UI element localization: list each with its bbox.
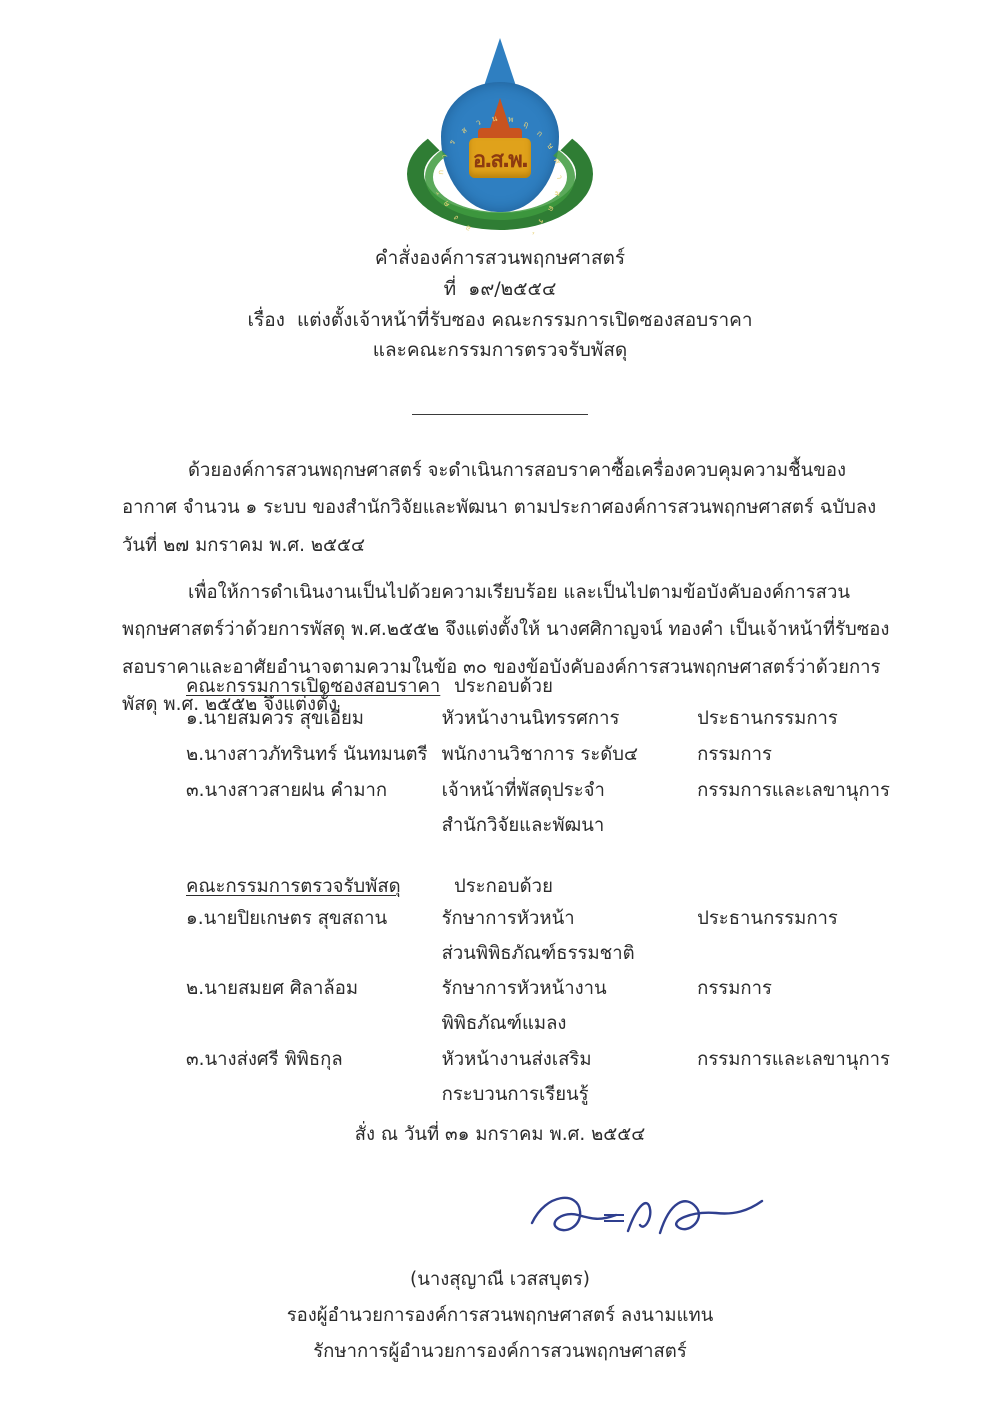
member-position-line2: พิพิธภัณฑ์แมลง xyxy=(441,1013,567,1035)
member-position: หัวหน้างานส่งเสริม xyxy=(441,1048,592,1070)
emblem-letters: อ.ส.พ. xyxy=(472,148,528,173)
title-line-4: และคณะกรรมการตรวจรับพัสดุ xyxy=(372,339,628,362)
member-name: ๒.นายสมยศ ศิลาล้อม xyxy=(186,978,359,1000)
signer-name: (นางสุญาณี เวสสบุตร) xyxy=(410,1269,590,1290)
member-role: กรรมการและเลขานุการ xyxy=(697,1048,890,1070)
member-position-line2: ส่วนพิพิธภัณฑ์ธรรมชาติ xyxy=(441,943,635,965)
committee-open-bids-heading: คณะกรรมการเปิดซองสอบราคา xyxy=(186,676,441,697)
body-paragraph-1: ด้วยองค์การสวนพฤกษศาสตร์ จะดำเนินการสอบราคาซื้อเครื่องควบคุมความชื้นของอากาศ จำนวน ๑ ระบบ ของสำนักวิจัยและพัฒนา ตามประกาศองค์การสวนพฤกษศาสตร์ ฉบับลงวันที่ ๒๗ มกราคม พ.ศ. ๒๕๕๔ xyxy=(122,460,877,556)
committee-row xyxy=(186,901,926,937)
title-line-3: เรื่อง แต่งตั้งเจ้าหน้าที่รับซอง คณะกรรมการเปิดซองสอบราคา xyxy=(247,308,753,331)
member-position: รักษาการหัวหน้างาน xyxy=(441,978,607,1000)
committee-row xyxy=(186,773,926,809)
title-line-1: คำสั่งองค์การสวนพฤกษศาสตร์ xyxy=(374,247,626,269)
handwritten-signature xyxy=(520,1185,800,1251)
committee-row xyxy=(186,1042,926,1078)
emblem-container xyxy=(0,42,1000,232)
committee-inspection-heading-suffix: ประกอบด้วย xyxy=(454,876,553,897)
body-paragraph-2: เพื่อให้การดำเนินงานเป็นไปด้วยความเรียบร้อย และเป็นไปตามข้อบังคับองค์การสวนพฤกษศาสตร์ว่าด้วยการพัสดุ พ.ศ.๒๕๕๒ จึงแต่งตั้งให้ นางศศิกาญจน์ ทองคำ เป็นเจ้าหน้าที่รับซองสอบราคาและอาศัยอำนาจตามความในข้อ ๓๐ ของข้อบังคับองค์การสวนพฤกษศาสตร์ว่าด้วยการพัสดุ พ.ศ. ๒๕๕๒ จึงแต่งตั้ง xyxy=(122,582,890,716)
committee-open-bids-heading-row xyxy=(186,672,926,701)
member-position: รักษาการหัวหน้า xyxy=(441,908,575,929)
document-title-block xyxy=(0,243,1000,366)
member-role: กรรมการ xyxy=(697,744,772,766)
committee-open-bids xyxy=(186,672,926,843)
signer-block xyxy=(0,1262,1000,1370)
title-divider xyxy=(412,414,588,415)
committee-inspection-heading: คณะกรรมการตรวจรับพัสดุ xyxy=(186,876,401,897)
title-line-2: ที่ ๑๙/๒๕๕๔ xyxy=(443,277,557,300)
signer-position-line-2: รักษาการผู้อำนวยการองค์การสวนพฤกษศาสตร์ xyxy=(313,1341,687,1363)
committee-row xyxy=(186,971,926,1007)
committee-row-continuation xyxy=(186,1007,926,1041)
member-role: กรรมการ xyxy=(697,978,772,1000)
member-name: ๓.นางส่งศรี พิพิธกุล xyxy=(186,1048,343,1070)
committee-row-continuation xyxy=(186,1078,926,1112)
member-position-line2: กระบวนการเรียนรู้ xyxy=(441,1083,589,1105)
committee-row-continuation xyxy=(186,937,926,971)
member-position: หัวหน้างานนิทรรศการ xyxy=(441,708,620,729)
emblem-ring-text: อ ง ค ์ ก า ร ส ว น พ ฤ ก ษ ศ า ส ต ร ์ xyxy=(436,113,565,234)
committee-row xyxy=(186,737,926,773)
member-name: ๑.นายสมควร สุขเอี่ยม xyxy=(186,708,364,729)
committee-row xyxy=(186,701,926,737)
committee-inspection-heading-row xyxy=(186,872,926,901)
member-position-line2: สำนักวิจัยและพัฒนา xyxy=(441,815,605,837)
member-name: ๑.นายปิยเกษตร สุขสถาน xyxy=(186,908,388,929)
member-position: พนักงานวิชาการ ระดับ๔ xyxy=(441,744,639,766)
member-role: ประธานกรรมการ xyxy=(697,708,838,729)
member-role: กรรมการและเลขานุการ xyxy=(697,780,890,802)
member-name: ๓.นางสาวสายฝน คำมาก xyxy=(186,780,388,802)
signer-position-line-1: รองผู้อำนวยการองค์การสวนพฤกษศาสตร์ ลงนามแทน xyxy=(286,1305,714,1327)
botanical-garden-organization-emblem-icon xyxy=(405,42,595,232)
member-role: ประธานกรรมการ xyxy=(697,908,838,929)
signature-ink-icon xyxy=(520,1185,800,1251)
committee-open-bids-heading-suffix: ประกอบด้วย xyxy=(454,676,553,697)
order-date: สั่ง ณ วันที่ ๓๑ มกราคม พ.ศ. ๒๕๕๔ xyxy=(354,1124,646,1145)
committee-inspection xyxy=(186,872,926,1112)
member-position: เจ้าหน้าที่พัสดุประจำ xyxy=(441,780,605,802)
committee-row-continuation xyxy=(186,809,926,843)
member-name: ๒.นางสาวภัทรินทร์ นันทมนตรี xyxy=(186,744,428,766)
